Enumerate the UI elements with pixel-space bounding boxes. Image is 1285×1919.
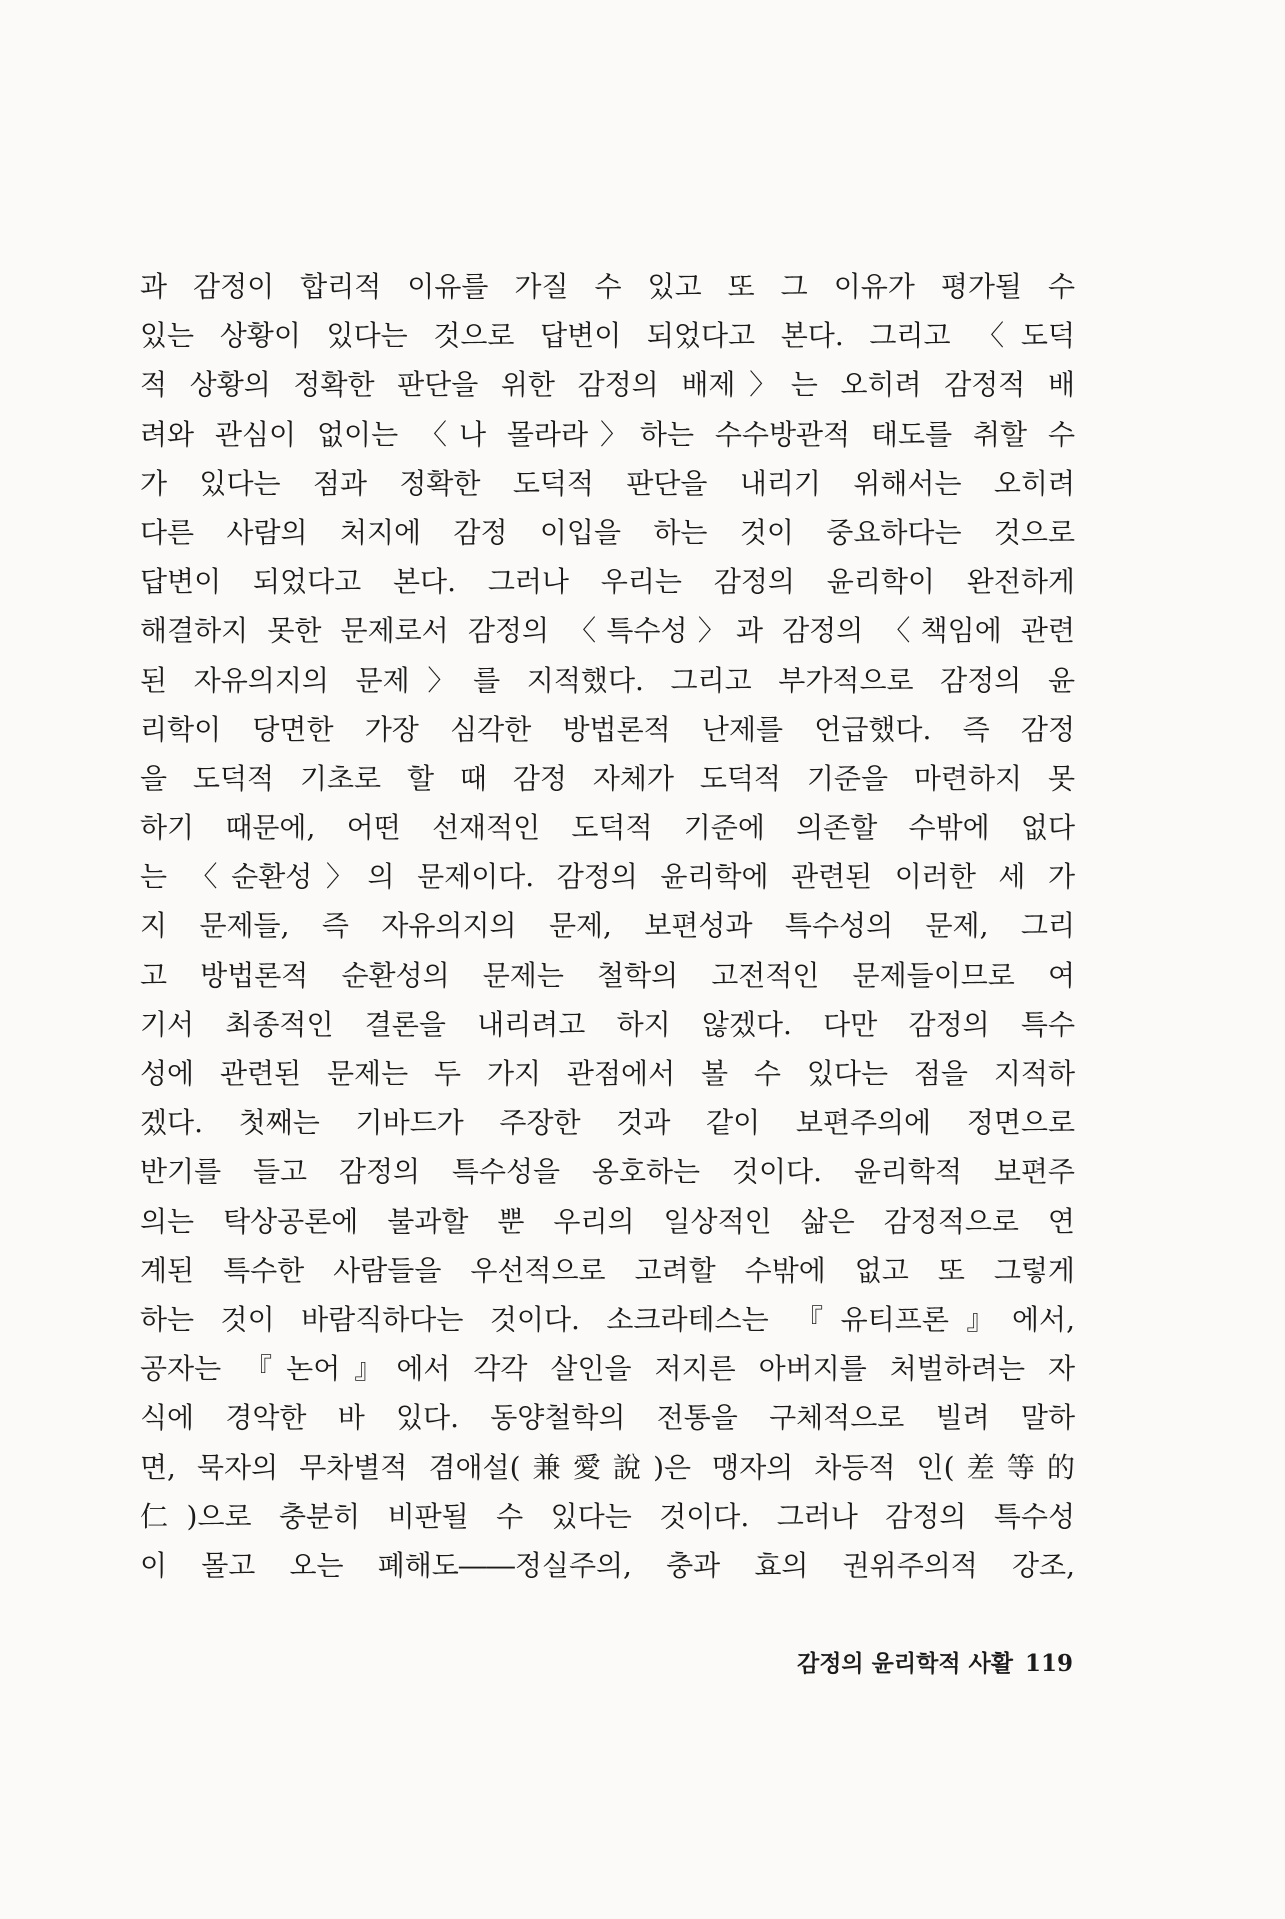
text-line: 면, 묵자의 무차별적 겸애설(兼愛說)은 맹자의 차등적 인(差等的 <box>140 1450 1075 1484</box>
text-line: 기서 최종적인 결론을 내리려고 하지 않겠다. 다만 감정의 특수 <box>140 1007 1075 1041</box>
body-text <box>140 262 1075 1590</box>
running-footer <box>700 1644 1073 1684</box>
text-line: 공자는 『논어』에서 각각 살인을 저지른 아버지를 처벌하려는 자 <box>140 1352 1075 1386</box>
text-line: 지 문제들, 즉 자유의지의 문제, 보편성과 특수성의 문제, 그리 <box>140 909 1075 943</box>
text-line: 는 〈순환성〉의 문제이다. 감정의 윤리학에 관련된 이러한 세 가 <box>140 860 1075 894</box>
text-line: 하는 것이 바람직하다는 것이다. 소크라테스는 『유티프론』에서, <box>140 1302 1075 1336</box>
text-line: 과 감정이 합리적 이유를 가질 수 있고 또 그 이유가 평가될 수 <box>140 270 1075 303</box>
text-line: 고 방법론적 순환성의 문제는 철학의 고전적인 문제들이므로 여 <box>140 958 1075 992</box>
text-line: 반기를 들고 감정의 특수성을 옹호하는 것이다. 윤리학적 보편주 <box>140 1155 1075 1189</box>
text-line: 을 도덕적 기초로 할 때 감정 자체가 도덕적 기준을 마련하지 못 <box>140 761 1075 795</box>
text-line: 있는 상황이 있다는 것으로 답변이 되었다고 본다. 그리고 〈도덕 <box>140 319 1075 353</box>
text-line: 의는 탁상공론에 불과할 뿐 우리의 일상적인 삶은 감정적으로 연 <box>140 1204 1075 1238</box>
text-line: 仁)으로 충분히 비판될 수 있다는 것이다. 그러나 감정의 특수성 <box>140 1499 1075 1533</box>
text-line: 리학이 당면한 가장 심각한 방법론적 난제를 언급했다. 즉 감정 <box>140 712 1075 746</box>
text-line: 성에 관련된 문제는 두 가지 관점에서 볼 수 있다는 점을 지적하 <box>140 1057 1075 1090</box>
text-line: 된 자유의지의 문제〉를 지적했다. 그리고 부가적으로 감정의 윤 <box>140 663 1075 697</box>
text-line: 겠다. 첫째는 기바드가 주장한 것과 같이 보편주의에 정면으로 <box>140 1106 1075 1140</box>
text-line: 하기 때문에, 어떤 선재적인 도덕적 기준에 의존할 수밖에 없다 <box>140 811 1075 845</box>
text-line: 적 상황의 정확한 판단을 위한 감정의 배제〉는 오히려 감정적 배 <box>140 368 1075 402</box>
text-line: 해결하지 못한 문제로서 감정의 〈특수성〉과 감정의 〈책임에 관련 <box>140 614 1075 648</box>
text-line: 답변이 되었다고 본다. 그러나 우리는 감정의 윤리학이 완전하게 <box>140 565 1075 599</box>
text-line: 다른 사람의 처지에 감정 이입을 하는 것이 중요하다는 것으로 <box>140 515 1075 549</box>
text-line: 이 몰고 오는 폐해도――정실주의, 충과 효의 권위주의적 강조, <box>140 1548 1075 1582</box>
text-line: 가 있다는 점과 정확한 도덕적 판단을 내리기 위해서는 오히려 <box>140 466 1075 500</box>
text-line: 식에 경악한 바 있다. 동양철학의 전통을 구체적으로 빌려 말하 <box>140 1401 1075 1435</box>
text-line: 계된 특수한 사람들을 우선적으로 고려할 수밖에 없고 또 그렇게 <box>140 1253 1075 1287</box>
running-title: 감정의 윤리학적 사활 <box>797 1650 1013 1677</box>
text-line: 려와 관심이 없이는 〈나 몰라라〉하는 수수방관적 태도를 취할 수 <box>140 417 1075 451</box>
page-number: 119 <box>1024 1650 1073 1677</box>
